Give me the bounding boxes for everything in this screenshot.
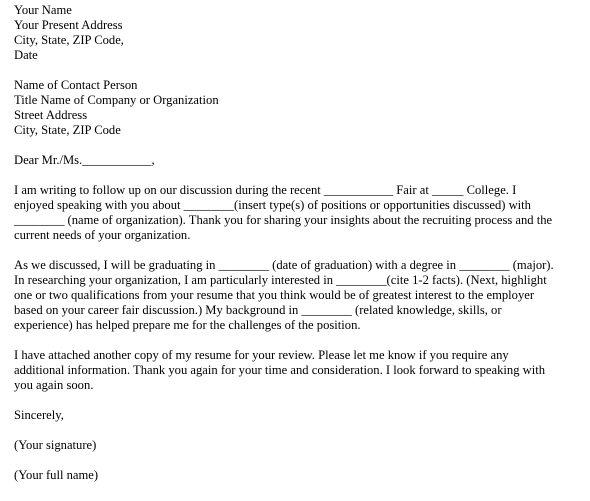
- body-line: additional information. Thank you again for your time and consideration. I look forward to speaking with: [14, 363, 546, 377]
- spacer: [14, 138, 586, 153]
- body-paragraph-1: [14, 183, 586, 243]
- spacer: [14, 243, 586, 258]
- body-line: you again soon.: [14, 378, 94, 392]
- sender-name: Your Name: [14, 3, 72, 17]
- recipient-contact-person: Name of Contact Person: [14, 78, 138, 92]
- body-line: one or two qualifications from your resume that you think would be of greatest interest to the employer: [14, 288, 535, 302]
- body-line: based on your career fair discussion.) My background in ________ (related knowledge, skills, or: [14, 303, 502, 317]
- body-line: enjoyed speaking with you about ________(insert type(s) of positions or opportunities discussed) with: [14, 198, 531, 212]
- body-line: I am writing to follow up on our discussion during the recent ___________ Fair at _____ College. I: [14, 183, 517, 197]
- spacer: [14, 393, 586, 408]
- recipient-title-company: Title Name of Company or Organization: [14, 93, 219, 107]
- body-line: As we discussed, I will be graduating in ________ (date of graduation) with a degree in ________ (major).: [14, 258, 554, 272]
- salutation: Dear Mr./Ms.___________,: [14, 153, 155, 167]
- body-paragraph-2: [14, 258, 586, 333]
- sender-address-block: [14, 3, 586, 63]
- body-line: In researching your organization, I am particularly interested in ________(cite 1-2 facts). (Next, highlight: [14, 273, 547, 287]
- signature-placeholder: (Your signature): [14, 438, 97, 452]
- sender-address: Your Present Address: [14, 18, 123, 32]
- spacer: [14, 423, 586, 438]
- spacer: [14, 333, 586, 348]
- recipient-city-state-zip: City, State, ZIP Code: [14, 123, 121, 137]
- recipient-address-block: [14, 78, 586, 138]
- letter-date: Date: [14, 48, 38, 62]
- spacer: [14, 63, 586, 78]
- body-paragraph-3: [14, 348, 586, 393]
- body-line: I have attached another copy of my resume for your review. Please let me know if you require any: [14, 348, 509, 362]
- full-name-placeholder: (Your full name): [14, 468, 99, 482]
- spacer: [14, 453, 586, 468]
- closing: Sincerely,: [14, 408, 64, 422]
- body-line: experience) has helped prepare me for the challenges of the position.: [14, 318, 361, 332]
- sender-city-state-zip: City, State, ZIP Code,: [14, 33, 124, 47]
- body-line: ________ (name of organization). Thank you for sharing your insights about the recruiting process and the: [14, 213, 553, 227]
- recipient-street-address: Street Address: [14, 108, 88, 122]
- body-line: current needs of your organization.: [14, 228, 191, 242]
- spacer: [14, 168, 586, 183]
- cover-letter-document: [14, 3, 586, 483]
